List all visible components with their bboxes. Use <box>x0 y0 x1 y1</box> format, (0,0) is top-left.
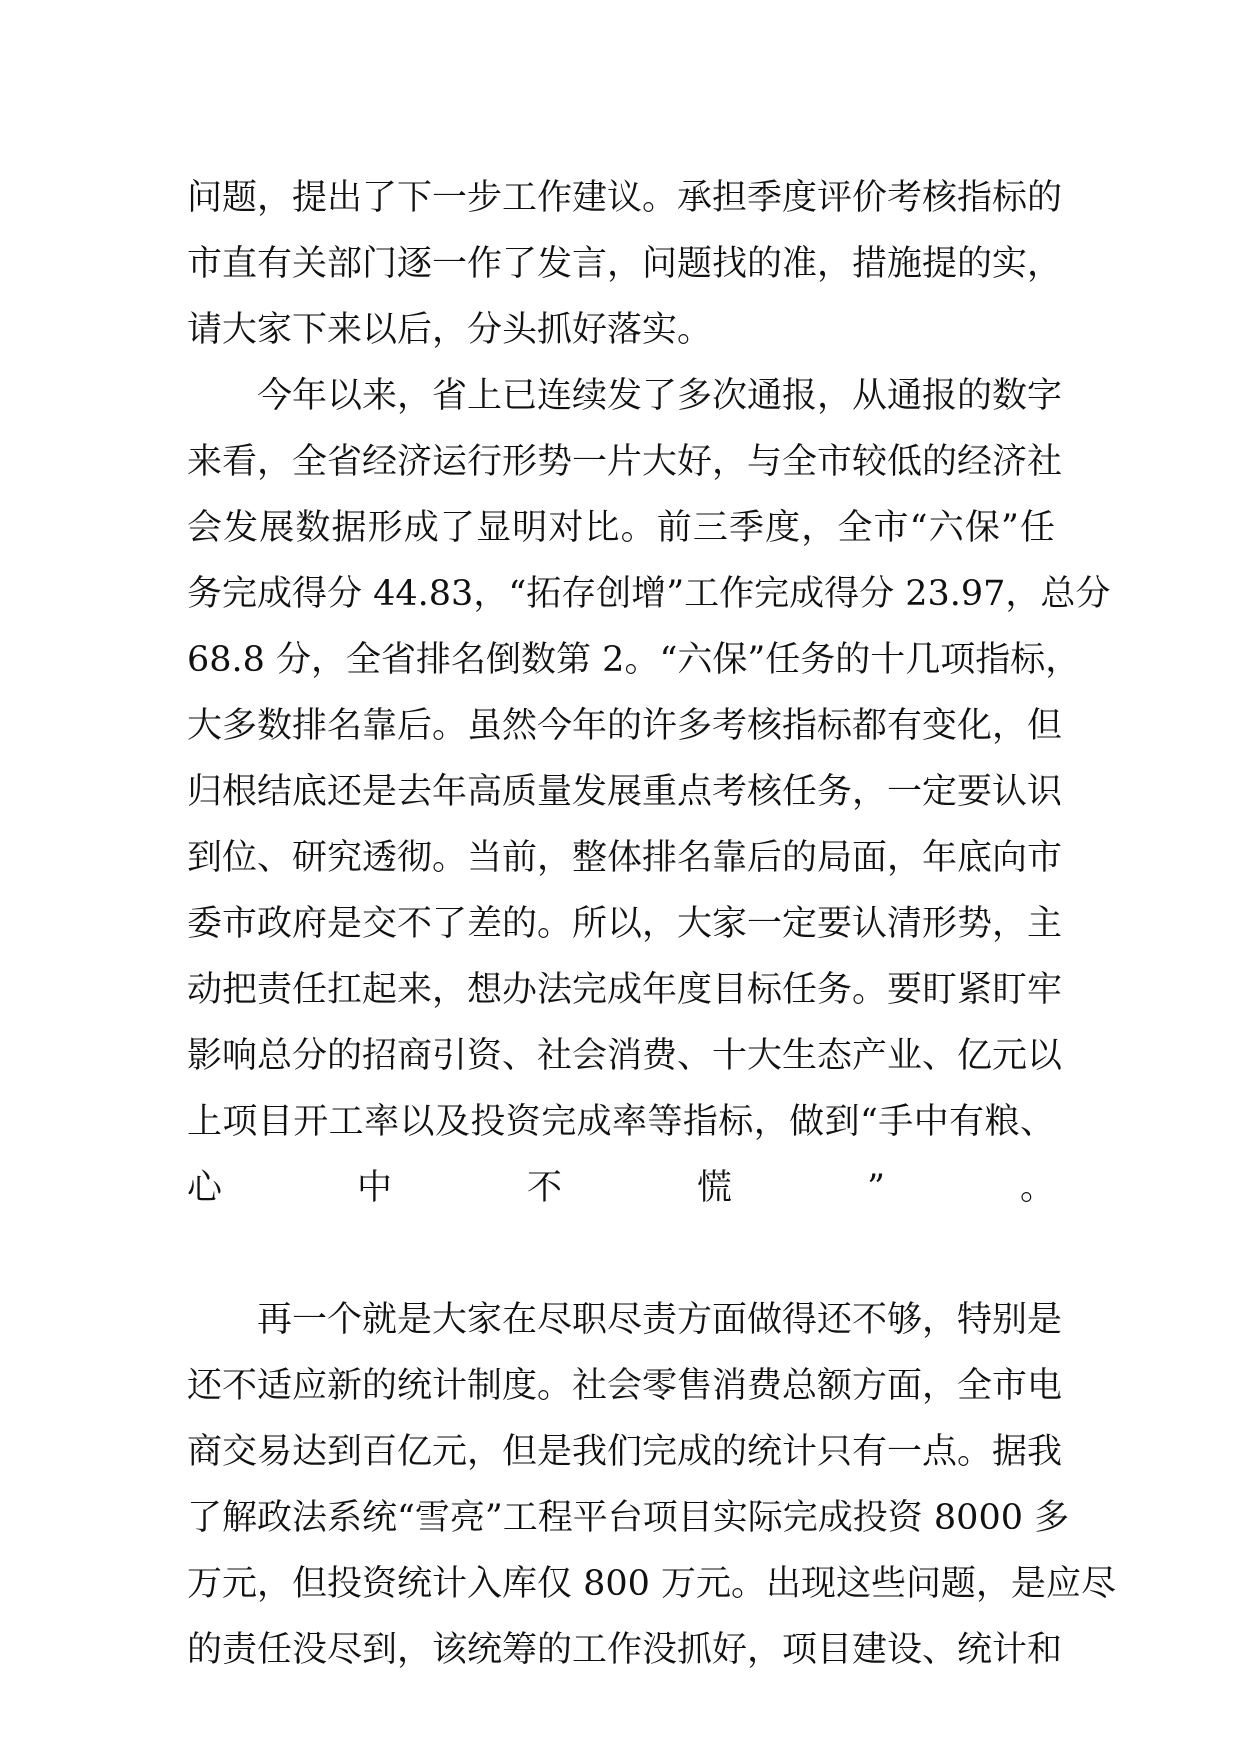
text-line: 务完成得分 44.83，“拓存创增”工作完成得分 23.97，总分 <box>187 574 1111 614</box>
text-line: 大多数排名靠后。虽然今年的许多考核指标都有变化，但 <box>187 706 1063 746</box>
text-line: 请大家下来以后，分头抓好落实。 <box>187 310 713 350</box>
text-line: 商交易达到百亿元，但是我们完成的统计只有一点。据我 <box>187 1432 1063 1472</box>
text-line: 的责任没尽到，该统筹的工作没抓好，项目建设、统计和 <box>187 1630 1063 1670</box>
text-line: 今年以来，省上已连续发了多次通报，从通报的数字 <box>257 376 1063 416</box>
paragraph <box>187 1287 1117 1683</box>
text-line: 到位、研究透彻。当前，整体排名靠后的局面，年底向市 <box>187 838 1063 878</box>
text-line: 万元，但投资统计入库仅 800 万元。出现这些问题，是应尽 <box>187 1564 1117 1604</box>
text-line: 市直有关部门逐一作了发言，问题找的准，措施提的实， <box>187 244 1063 284</box>
text-line: 动把责任扛起来，想办法完成年度目标任务。要盯紧盯牢 <box>187 970 1063 1010</box>
text-line: 会发展数据形成了显明对比。前三季度，全市“六保”任 <box>187 508 1055 548</box>
paragraph <box>187 363 1111 1287</box>
text-line: 了解政法系统“雪亮”工程平台项目实际完成投资 8000 多 <box>187 1498 1070 1538</box>
text-line: 来看，全省经济运行形势一片大好，与全市较低的经济社 <box>187 442 1063 482</box>
text-line <box>187 1221 1055 1287</box>
text-line: 上项目开工率以及投资完成率等指标，做到“手中有粮、 <box>187 1102 1055 1142</box>
text-line: 归根结底还是去年高质量发展重点考核任务，一定要认识 <box>187 772 1063 812</box>
document-body <box>187 165 1117 1683</box>
text-line: 68.8 分，全省排名倒数第 2。“六保”任务的十几项指标， <box>187 640 1081 680</box>
text-line: 问题，提出了下一步工作建议。承担季度评价考核指标的 <box>187 178 1063 218</box>
text-line: 心中不慌”。 <box>187 1168 1055 1208</box>
paragraph <box>187 165 1063 363</box>
text-line: 影响总分的招商引资、社会消费、十大生态产业、亿元以 <box>187 1036 1063 1076</box>
text-line: 再一个就是大家在尽职尽责方面做得还不够，特别是 <box>257 1300 1063 1340</box>
text-line: 委市政府是交不了差的。所以，大家一定要认清形势，主 <box>187 904 1063 944</box>
text-line: 还不适应新的统计制度。社会零售消费总额方面，全市电 <box>187 1366 1063 1406</box>
